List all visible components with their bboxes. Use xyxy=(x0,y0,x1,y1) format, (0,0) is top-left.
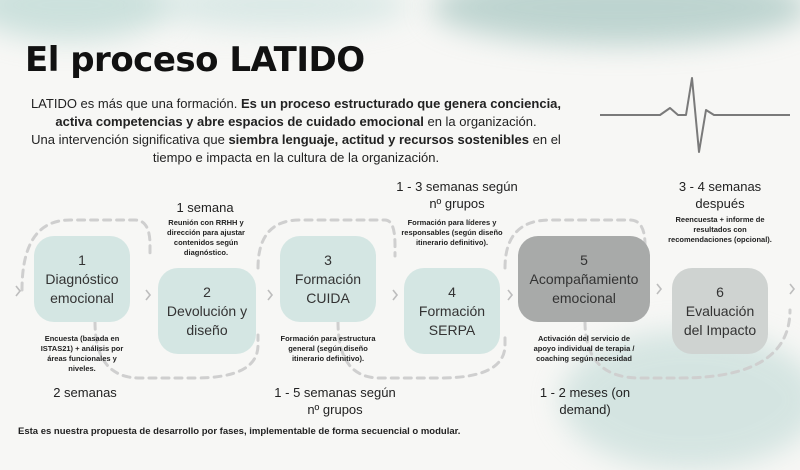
step-6-number: 6 xyxy=(716,283,724,300)
intro-p1-end: en la organización. xyxy=(423,114,537,129)
step-5-duration: 1 - 2 meses (on demand) xyxy=(539,385,631,417)
page-title: El proceso LATIDO xyxy=(25,40,365,80)
step-1-box xyxy=(34,236,130,322)
intro-p2-plain: Una intervención significativa que xyxy=(31,132,229,147)
step-2-number: 2 xyxy=(203,283,211,300)
step-3-note: Formación para estructura general (según diseño itinerario definitivo). xyxy=(280,334,376,363)
footer-note: Esta es nuestra propuesta de desarrollo por fases, implementable de forma secuencial o modular. xyxy=(18,426,461,437)
step-1-number: 1 xyxy=(78,251,86,268)
step-6-duration: 3 - 4 semanas después xyxy=(678,179,762,211)
step-5-note: Activación del servicio de apoyo individual de terapia / coaching según necesidad xyxy=(533,334,635,363)
intro-p1-bold: Es un proceso estructurado que genera conciencia, activa competencias y abre espacios de cuidado emocional xyxy=(55,96,562,129)
step-3-number: 3 xyxy=(324,251,332,268)
step-4-box xyxy=(404,268,500,354)
step-2-box xyxy=(158,268,256,354)
step-4-name: Formación SERPA xyxy=(418,302,486,338)
step-5-name: Acompañamiento emocional xyxy=(529,270,639,306)
intro-p2-end: en el tiempo e impacta en la cultura de la organización. xyxy=(152,132,561,165)
intro-p1-plain: LATIDO es más que una formación. xyxy=(30,96,241,111)
step-5-box xyxy=(518,236,650,322)
step-6-name: Evaluación del Impacto xyxy=(683,302,757,338)
step-5-number: 5 xyxy=(580,251,588,268)
step-2-note: Reunión con RRHH y dirección para ajustar contenidos según diagnóstico. xyxy=(167,218,245,257)
step-1-duration: 2 semanas xyxy=(53,385,117,400)
intro-p2-bold: siembra lenguaje, actitud y recursos sostenibles xyxy=(228,132,530,147)
step-4-note: Formación para líderes y responsables (según diseño itinerario definitivo). xyxy=(401,218,503,247)
step-3-box xyxy=(280,236,376,322)
step-4-duration: 1 - 3 semanas según nº grupos xyxy=(396,179,518,211)
step-1-name: Diagnóstico emocional xyxy=(45,270,119,306)
step-6-note: Reencuesta + informe de resultados con recomendaciones (opcional). xyxy=(668,215,772,244)
step-3-duration: 1 - 5 semanas según nº grupos xyxy=(274,385,396,417)
step-3-name: Formación CUIDA xyxy=(294,270,362,306)
step-6-box xyxy=(672,268,768,354)
step-2-duration: 1 semana xyxy=(176,200,234,215)
step-2-name: Devolución y diseño xyxy=(166,302,248,338)
step-1-note: Encuesta (basada en ISTAS21) + análisis por áreas funcionales y niveles. xyxy=(40,334,124,373)
step-4-number: 4 xyxy=(448,283,456,300)
